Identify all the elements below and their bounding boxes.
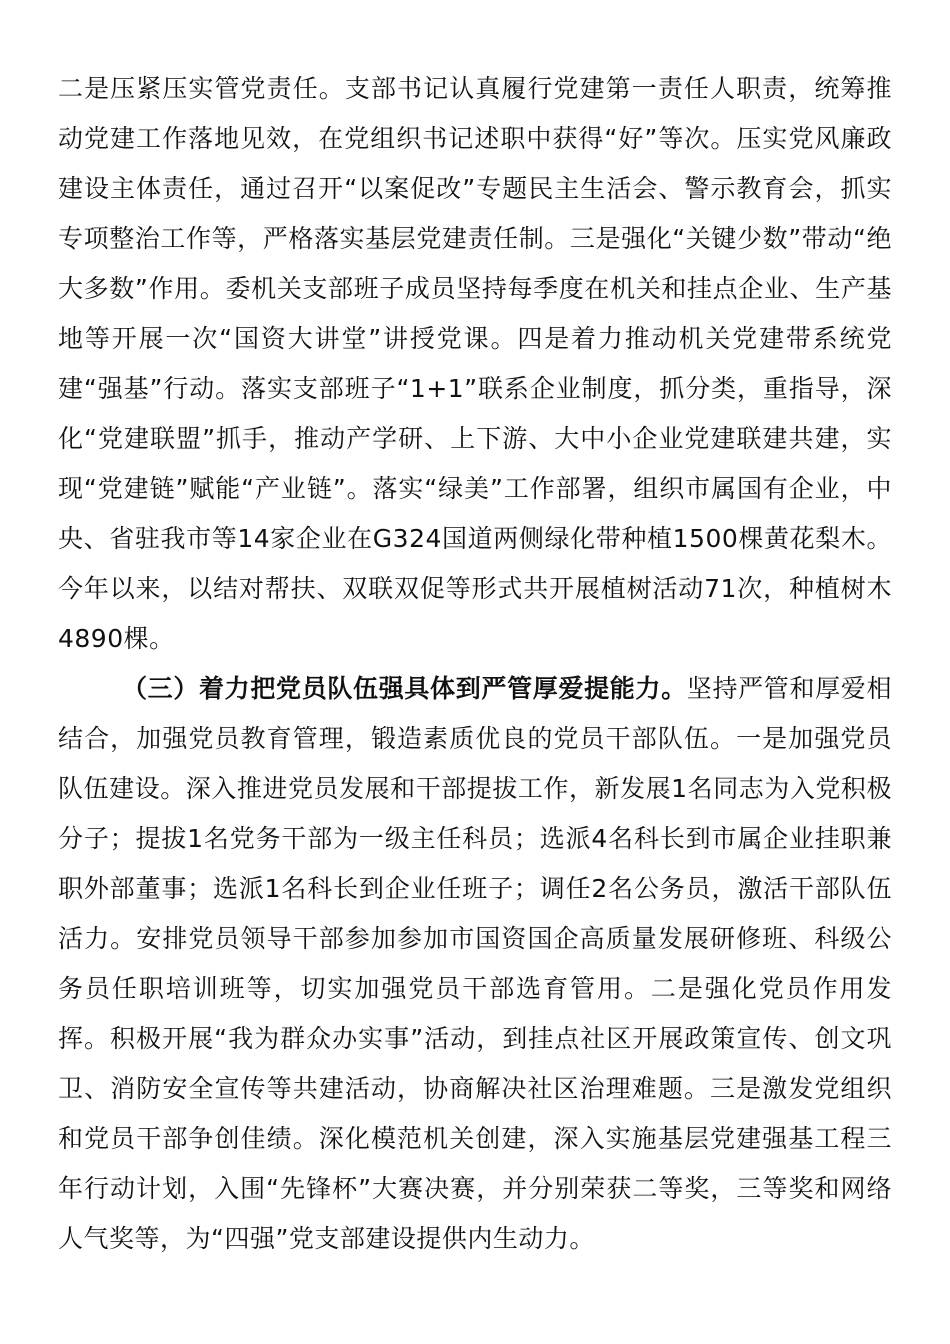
section-heading: （三）着力把党员队伍强具体到严管厚爱提能力。	[122, 674, 687, 703]
paragraph-party-members	[58, 664, 892, 1264]
paragraph-text: 二是压紧压实管党责任。支部书记认真履行党建第一责任人职责，统筹推动党建工作落地见效，在党组织书记述职中获得“好”等次。压实党风廉政建设主体责任，通过召开“以案促改”专题民主生活会、警示教育会，抓实专项整治工作等，严格落实基层党建责任制。三是强化“关键少数”带动“绝大多数”作用。委机关支部班子成员坚持每季度在机关和挂点企业、生产基地等开展一次“国资大讲堂”讲授党课。四是着力推动机关党建带系统党建“强基”行动。落实支部班子“1+1”联系企业制度，抓分类，重指导，深化“党建联盟”抓手，推动产学研、上下游、大中小企业党建联建共建，实现“党建链”赋能“产业链”。落实“绿美”工作部署，组织市属国有企业，中央、省驻我市等14家企业在G324国道两侧绿化带种植1500棵黄花梨木。今年以来，以结对帮扶、双联双促等形式共开展植树活动71次，种植树木4890棵。	[58, 74, 892, 653]
paragraph-text: 坚持严管和厚爱相结合，加强党员教育管理，锻造素质优良的党员干部队伍。一是加强党员队伍建设。深入推进党员发展和干部提拔工作，新发展1名同志为入党积极分子；提拔1名党务干部为一级主任科员；选派4名科长到市属企业挂职兼职外部董事；选派1名科长到企业任班子；调任2名公务员，激活干部队伍活力。安排党员领导干部参加参加市国资国企高质量发展研修班、科级公务员任职培训班等，切实加强党员干部选育管用。二是强化党员作用发挥。积极开展“我为群众办实事”活动，到挂点社区开展政策宣传、创文巩卫、消防安全宣传等共建活动，协商解决社区治理难题。三是激发党组织和党员干部争创佳绩。深化模范机关创建，深入实施基层党建强基工程三年行动计划，入围“先锋杯”大赛决赛，并分别荣获二等奖，三等奖和网络人气奖等，为“四强”党支部建设提供内生动力。	[58, 674, 892, 1253]
document-body	[58, 64, 892, 1264]
paragraph-responsibility	[58, 64, 892, 664]
